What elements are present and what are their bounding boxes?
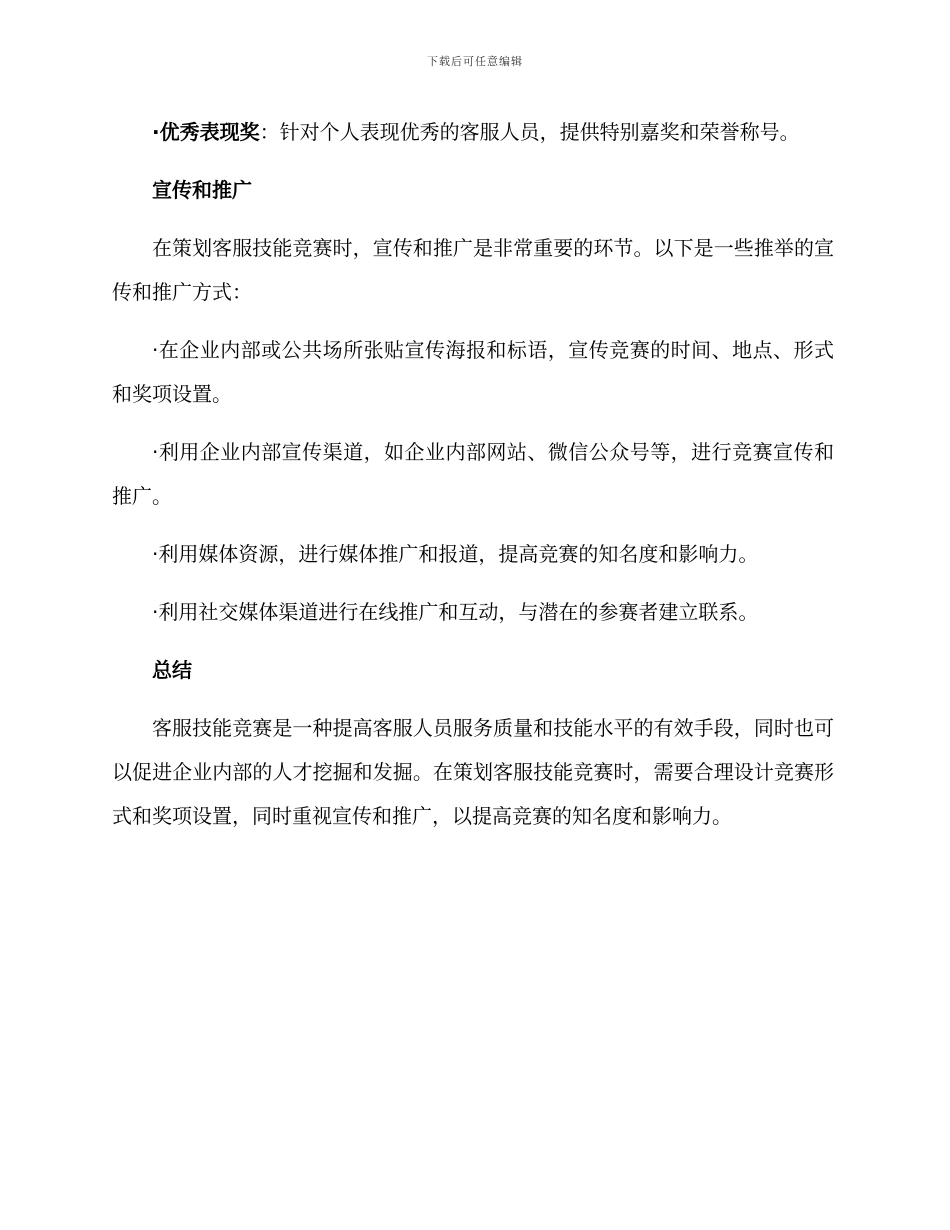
summary-paragraph: 客服技能竞赛是一种提高客服人员服务质量和技能水平的有效手段，同时也可以促进企业内部的人才挖掘和发掘。在策划客服技能竞赛时，需要合理设计竞赛形式和奖项设置，同时重视宣传和推广，以提高竞赛的知名度和影响力。 [112,716,834,828]
award-item-text: ：针对个人表现优秀的客服人员，提供特别嘉奖和荣誉称号。 [259,120,800,144]
award-item-term: ·优秀表现奖 [152,120,260,144]
promotion-list-item: ·利用媒体资源，进行媒体推广和报道，提高竞赛的知名度和影响力。 [152,542,759,566]
promotion-list-item: ·利用企业内部宣传渠道，如企业内部网站、微信公众号等，进行竞赛宣传和推广。 [112,440,834,508]
header-note: 下载后可任意编辑 [427,55,523,68]
promotion-list-item: ·利用社交媒体渠道进行在线推广和互动，与潜在的参赛者建立联系。 [152,600,759,624]
promotion-intro-paragraph: 在策划客服技能竞赛时，宣传和推广是非常重要的环节。以下是一些推举的宣传和推广方式： [112,236,834,304]
section-heading-promotion: 宣传和推广 [152,178,252,202]
promotion-list-item: ·在企业内部或公共场所张贴宣传海报和标语，宣传竞赛的时间、地点、形式和奖项设置。 [112,338,834,406]
award-item-paragraph [112,110,834,154]
document-body [112,110,834,852]
section-heading-summary: 总结 [152,658,192,682]
